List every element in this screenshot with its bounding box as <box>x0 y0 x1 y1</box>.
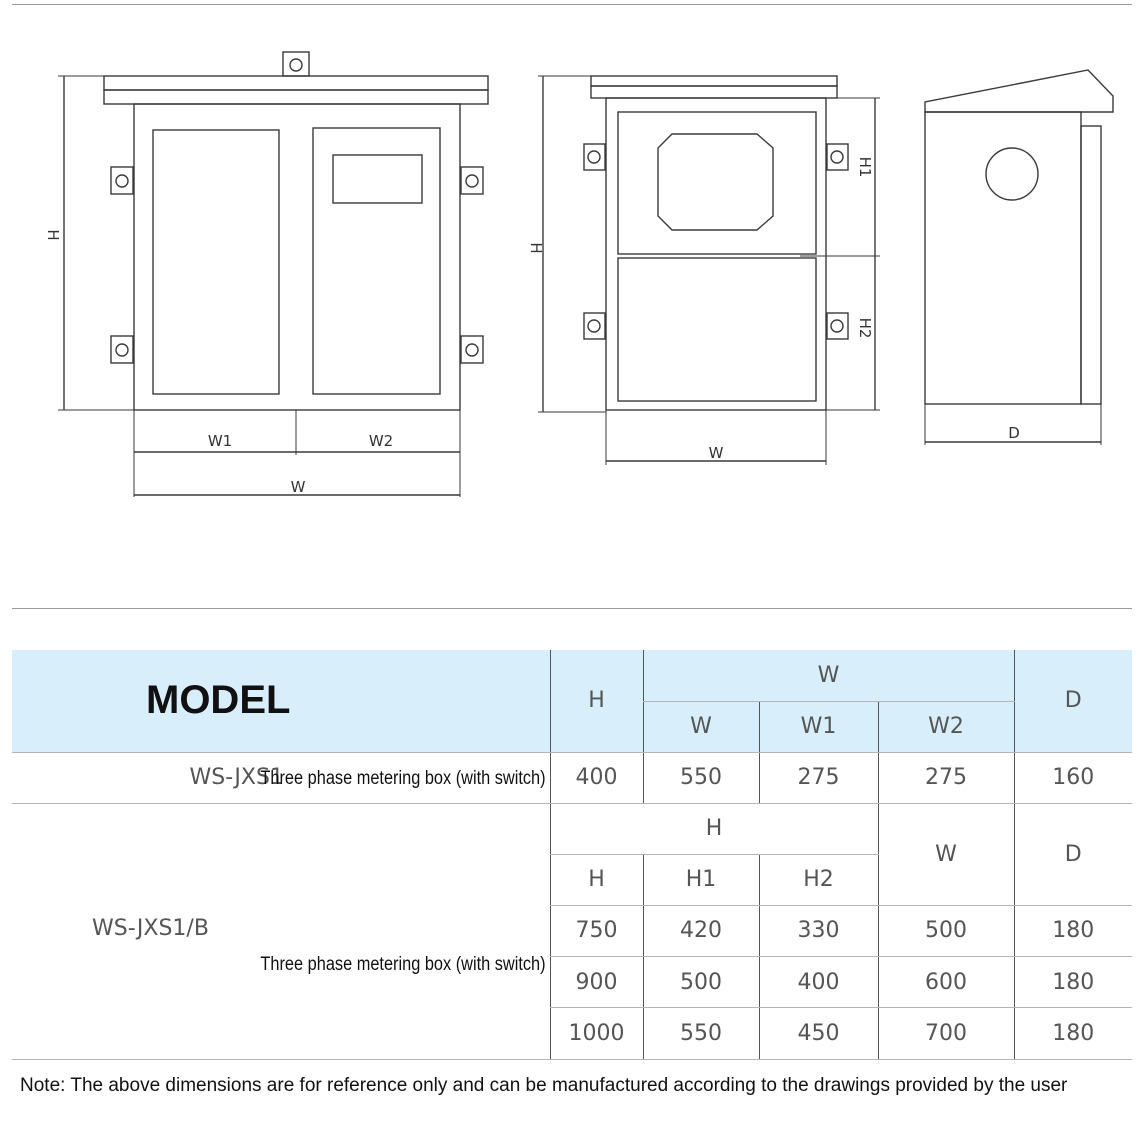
lifting-lug <box>283 52 309 76</box>
right-door <box>313 128 440 394</box>
side-body <box>925 112 1081 404</box>
mounting-bracket <box>584 144 605 170</box>
meter-window <box>658 134 773 230</box>
dim-label-w2: W2 <box>368 432 394 450</box>
side-knockout-hole <box>986 148 1038 200</box>
mounting-bracket <box>111 167 133 194</box>
cell-h2: 450 <box>759 1008 878 1059</box>
side-view <box>925 70 1113 445</box>
subheader-h2: H2 <box>759 854 878 905</box>
cell-h2: 400 <box>759 957 878 1008</box>
technical-drawings <box>0 0 1140 560</box>
mounting-bracket <box>827 313 848 339</box>
model-cell <box>12 803 550 1059</box>
table-row <box>12 752 1132 803</box>
cell-h2: 330 <box>759 905 878 956</box>
subheader-w: W <box>878 803 1014 905</box>
model-name: WS-JXS1/B <box>92 915 209 941</box>
model-cell <box>12 752 550 803</box>
header-w1: W1 <box>759 701 878 752</box>
cell-h1: 550 <box>643 1008 759 1059</box>
footnote: Note: The above dimensions are for reference only and can be manufactured according to the drawings provided by the user <box>20 1075 1068 1096</box>
cell-w1: 275 <box>759 752 878 803</box>
cell-w: 700 <box>878 1008 1014 1059</box>
dim-label-w1: W1 <box>207 432 233 450</box>
front-view-double-door <box>58 52 488 497</box>
dim-label-h: H <box>44 229 62 241</box>
header-d: D <box>1014 650 1132 752</box>
dim-label-w: W <box>290 478 306 496</box>
dim-label-w: W <box>708 444 724 462</box>
mounting-bracket <box>461 167 483 194</box>
subheader-h1: H1 <box>643 854 759 905</box>
subheader-h: H <box>550 854 643 905</box>
cell-w: 550 <box>643 752 759 803</box>
roof-cap <box>104 76 488 90</box>
subheader-h-group: H <box>550 803 878 854</box>
left-door <box>153 130 279 394</box>
model-description: Three phase metering box (with switch) <box>260 768 546 789</box>
cell-d: 180 <box>1014 905 1132 956</box>
mounting-bracket <box>111 336 133 363</box>
cell-h: 900 <box>550 957 643 1008</box>
meter-window <box>333 155 422 203</box>
mounting-bracket <box>827 144 848 170</box>
cabinet-body <box>134 104 460 410</box>
header-w2: W2 <box>878 701 1014 752</box>
spec-table <box>12 650 1132 1060</box>
front-view-single-door <box>538 76 880 465</box>
header-h: H <box>550 650 643 752</box>
mounting-bracket <box>584 313 605 339</box>
cell-h: 400 <box>550 752 643 803</box>
cell-d: 160 <box>1014 752 1132 803</box>
cell-w: 600 <box>878 957 1014 1008</box>
model-header: MODEL <box>12 650 550 752</box>
cell-w2: 275 <box>878 752 1014 803</box>
cell-h: 1000 <box>550 1008 643 1059</box>
model-description: Three phase metering box (with switch) <box>260 953 546 975</box>
roof-cap <box>591 76 837 86</box>
cell-d: 180 <box>1014 957 1132 1008</box>
model-name: WS-JXS1 <box>189 765 284 790</box>
subheader-row <box>12 803 1132 854</box>
cell-w: 500 <box>878 905 1014 956</box>
sloped-roof <box>925 70 1113 112</box>
mounting-bracket <box>461 336 483 363</box>
cell-h1: 420 <box>643 905 759 956</box>
header-w: W <box>643 701 759 752</box>
cell-d: 180 <box>1014 1008 1132 1059</box>
dim-label-d: D <box>1008 424 1020 442</box>
header-row <box>12 650 1132 701</box>
subheader-d: D <box>1014 803 1132 905</box>
dim-label-h2: H2 <box>856 317 874 339</box>
header-w-group: W <box>643 650 1014 701</box>
lower-door <box>618 258 816 401</box>
cell-h1: 500 <box>643 957 759 1008</box>
cell-h: 750 <box>550 905 643 956</box>
dim-label-h1: H1 <box>856 156 874 178</box>
dim-label-h: H <box>527 242 545 254</box>
section-divider <box>12 608 1132 609</box>
